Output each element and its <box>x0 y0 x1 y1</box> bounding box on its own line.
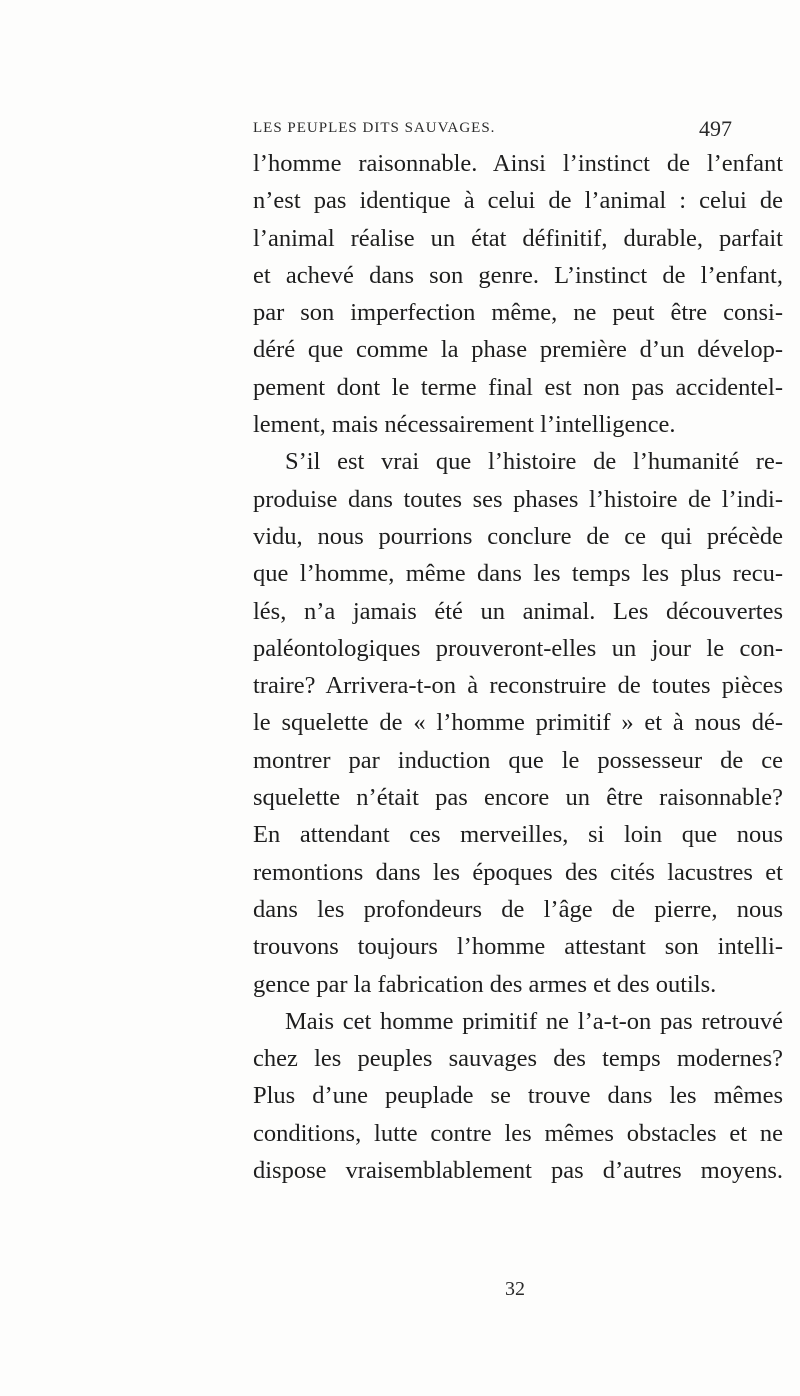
text-line: vidu, nous pourrions conclure de ce qui précède <box>253 522 783 550</box>
text-line: dans les profondeurs de l’âge de pierre, nous <box>253 895 783 923</box>
text-line: remontions dans les époques des cités lacustres et <box>253 858 783 886</box>
text-line: lement, mais nécessairement l’intelligence. <box>253 411 676 439</box>
text-line: En attendant ces merveilles, si loin que nous <box>253 821 783 849</box>
running-head: LES PEUPLES DITS SAUVAGES. <box>253 120 496 136</box>
text-line: traire? Arrivera-t-on à reconstruire de toutes pièces <box>253 672 783 700</box>
text-line: dispose vraisemblablement pas d’autres moyens. <box>253 1157 783 1185</box>
text-line: l’animal réalise un état définitif, durable, parfait <box>253 224 783 252</box>
text-line: que l’homme, même dans les temps les plus recu- <box>253 560 783 588</box>
text-line: le squelette de « l’homme primitif » et à nous dé- <box>253 709 783 737</box>
text-line: Plus d’une peuplade se trouve dans les mêmes <box>253 1082 783 1110</box>
text-line: n’est pas identique à celui de l’animal : celui de <box>253 187 783 215</box>
paragraph-start-line: Mais cet homme primitif ne l’a-t-on pas retrouvé <box>285 1007 783 1035</box>
text-line: gence par la fabrication des armes et des outils. <box>253 970 717 998</box>
text-line: l’homme raisonnable. Ainsi l’instinct de l’enfant <box>253 150 783 177</box>
text-line: montrer par induction que le possesseur de ce <box>253 746 783 774</box>
text-line: produise dans toutes ses phases l’histoire de l’indi- <box>253 485 783 513</box>
text-line: paléontologiques prouveront-elles un jour le con- <box>253 634 783 662</box>
paragraph-start-line: S’il est vrai que l’histoire de l’humanité re- <box>285 448 783 476</box>
body-text <box>253 145 783 1189</box>
page-number: 497 <box>699 116 732 141</box>
text-line: trouvons toujours l’homme attestant son intelli- <box>253 933 783 961</box>
text-line: lés, n’a jamais été un animal. Les découvertes <box>253 597 783 625</box>
text-line: par son imperfection même, ne peut être consi- <box>253 299 783 327</box>
text-line: chez les peuples sauvages des temps modernes? <box>253 1045 783 1073</box>
text-line: squelette n’était pas encore un être raisonnable? <box>253 784 783 812</box>
text-line: déré que comme la phase première d’un dévelop- <box>253 336 783 364</box>
signature-mark: 32 <box>505 1278 525 1300</box>
text-line: conditions, lutte contre les mêmes obstacles et ne <box>253 1119 783 1147</box>
text-line: et achevé dans son genre. L’instinct de l’enfant, <box>253 261 783 289</box>
text-line: pement dont le terme final est non pas accidentel- <box>253 373 783 401</box>
